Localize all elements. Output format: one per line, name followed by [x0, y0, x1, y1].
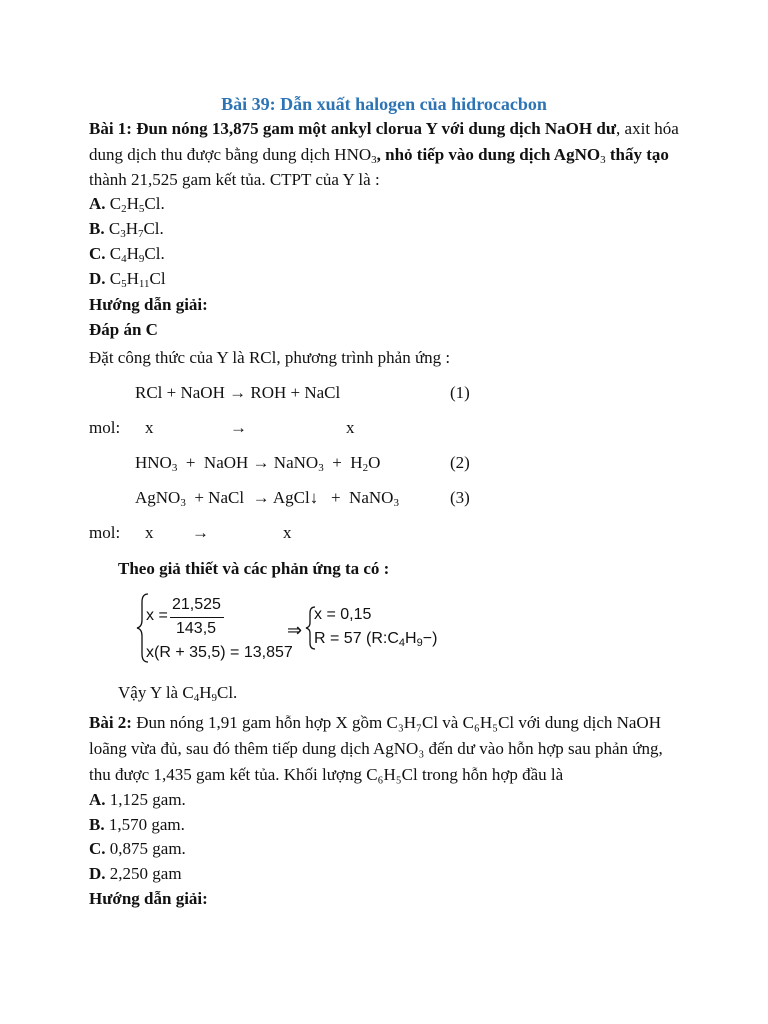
formula-part: H [126, 194, 139, 213]
result-x: x = 0,15 [314, 606, 372, 623]
q1-line-2 [89, 143, 669, 167]
q1-line2-c: thấy tạo [605, 145, 669, 164]
mol-x-2: x [145, 523, 154, 542]
option-label: B. [89, 815, 105, 834]
option-label: D. [89, 864, 106, 883]
option-text: 2,250 gam [105, 864, 182, 883]
equation-3: AgNO$_3$ + NaCl → AgCl↓ + NaNO$_3$ [135, 488, 399, 509]
guide-label: Hướng dẫn giải: [89, 889, 208, 908]
answer-label: Đáp án C [89, 320, 158, 339]
q2-option [89, 862, 182, 886]
sub: 3 [120, 228, 126, 240]
formula-part: H [125, 219, 138, 238]
fraction-line [170, 617, 224, 618]
q2-line-1 [89, 711, 661, 735]
sub: 9 [211, 692, 217, 704]
fraction-numerator: 21,525 [172, 596, 221, 613]
sub: 5 [121, 278, 127, 290]
sub: 11 [138, 278, 150, 290]
q2-option [89, 788, 186, 812]
formula-part: Cl [149, 269, 166, 288]
conclusion-b: H [199, 683, 212, 702]
q1-setup: Đặt công thức của Y là RCl, phương trình phản ứng : [89, 348, 451, 367]
sub: 3 [371, 154, 377, 166]
sub: 7 [137, 228, 144, 240]
option-text: 1,125 gam. [105, 790, 186, 809]
sub: 9 [138, 253, 145, 265]
formula-part: C [109, 269, 122, 288]
option-label: C. [89, 244, 106, 263]
q1-option [89, 242, 165, 266]
equation-1-number: (1) [450, 383, 470, 402]
q1-line2-a: dung dịch thu được bằng dung dịch HNO [89, 145, 372, 164]
q1-label: Bài 1: [89, 119, 132, 138]
x-equals: x = [146, 607, 168, 624]
formula-part: C [109, 244, 122, 263]
result-r-a: R = 57 (R:C [314, 630, 399, 647]
formula-part: Cl. [143, 219, 164, 238]
fraction-denominator: 143,5 [176, 620, 217, 637]
q2-line-2: loãng vừa đủ, sau đó thêm tiếp dung dịch AgNO₃ đến dư vào hỗn hợp sau phản ứng, [89, 739, 663, 758]
q1-answer [89, 318, 158, 342]
mol-label-2: mol: [89, 523, 121, 542]
sub: 4 [398, 637, 406, 649]
theo-line [118, 557, 389, 581]
q1-option [89, 217, 164, 241]
equation-2-number: (2) [450, 453, 470, 472]
q1-line1-bold: Đun nóng 13,875 gam một ankyl clorua Y với dung dịch NaOH dư [131, 119, 617, 138]
second-equation: x(R + 35,5) = 13,857 [146, 644, 293, 661]
q2-line-3: thu được 1,435 gam kết tủa. Khối lượng C₆H₅Cl trong hỗn hợp đầu là [89, 765, 564, 784]
sub: 4 [121, 253, 127, 265]
option-label: A. [89, 790, 106, 809]
guide-label: Hướng dẫn giải: [89, 295, 208, 314]
result-r [314, 630, 437, 648]
q1-line-3: thành 21,525 gam kết tủa. CTPT của Y là : [89, 170, 380, 189]
q1-option [89, 192, 165, 216]
sub: 3 [600, 154, 606, 166]
option-text: 1,570 gam. [104, 815, 185, 834]
option-text: 0,875 gam. [105, 839, 186, 858]
option-label: C. [89, 839, 106, 858]
equation-1: RCl + NaOH → ROH + NaCl [135, 383, 341, 402]
formula-part: C [108, 219, 121, 238]
implies-symbol: ⇒ [287, 620, 303, 640]
conclusion-c: Cl. [216, 683, 238, 702]
q1-conclusion [118, 681, 237, 705]
mol-arrow-1: → [230, 418, 247, 437]
formula-part: Cl. [144, 194, 165, 213]
q2-line1-text: Đun nóng 1,91 gam hỗn hợp X gồm C₃H₇Cl và C₆H₅Cl với dung dịch NaOH [131, 713, 661, 732]
equation-3-number: (3) [450, 488, 470, 507]
conclusion-a: Vậy Y là C [118, 683, 194, 702]
result-r-c: −) [422, 630, 438, 647]
equation-2: $HNO_3$ + NaOH → NaNO$_3$ + $H_2O$ [135, 453, 381, 474]
sub: 5 [138, 203, 145, 215]
q1-option [89, 267, 166, 291]
sub: 9 [416, 637, 423, 649]
mol-x-2b: x [283, 523, 292, 542]
q1-line2-b: , nhỏ tiếp vào dung dịch AgNO [376, 145, 601, 164]
result-r-b: H [405, 630, 417, 647]
mol-x-1: x [145, 418, 154, 437]
q2-label: Bài 2: [89, 713, 132, 732]
page-title: Bài 39: Dẫn xuất halogen của hidrocacbon [221, 94, 547, 114]
q2-option [89, 813, 185, 837]
formula-part: H [126, 269, 139, 288]
mol-label-1: mol: [89, 418, 121, 437]
formula-part: Cl. [144, 244, 165, 263]
formula-part: H [126, 244, 139, 263]
formula-part: C [109, 194, 122, 213]
option-label: B. [89, 219, 105, 238]
sub: 2 [121, 203, 127, 215]
q1-line-1 [89, 117, 679, 141]
q2-guide [89, 887, 208, 911]
mol-x-1b: x [346, 418, 355, 437]
theo-text: Theo giả thiết và các phản ứng ta có : [118, 559, 390, 578]
q1-line1-rest: , axit hóa [616, 119, 679, 138]
q1-guide [89, 293, 208, 317]
q2-option [89, 837, 186, 861]
sub: 4 [193, 692, 200, 704]
mol-arrow-2: → [192, 523, 209, 542]
option-label: A. [89, 194, 106, 213]
option-label: D. [89, 269, 106, 288]
